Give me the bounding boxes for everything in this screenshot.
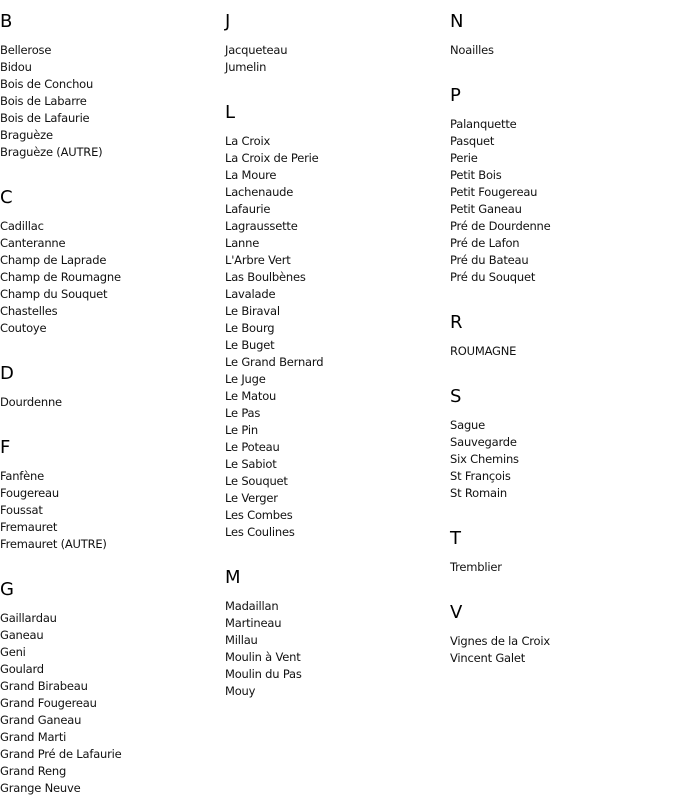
index-column — [450, 0, 672, 667]
place-link[interactable]: Perie — [450, 151, 478, 165]
place-link[interactable]: Champ de Laprade — [0, 253, 107, 267]
letter-section — [450, 86, 672, 286]
place-link[interactable]: Jumelin — [225, 60, 267, 74]
place-link[interactable]: Fougereau — [0, 486, 59, 500]
letter-heading: M — [225, 567, 241, 588]
place-link[interactable]: Jacqueteau — [225, 43, 288, 57]
index-column — [225, 0, 447, 700]
place-link[interactable]: Martineau — [225, 616, 282, 630]
letter-heading: G — [0, 579, 14, 600]
place-list — [0, 468, 222, 553]
place-link[interactable]: Bellerose — [0, 43, 52, 57]
place-link[interactable]: Moulin à Vent — [225, 650, 301, 664]
place-link[interactable]: Grand Marti — [0, 730, 67, 744]
letter-section — [0, 580, 222, 797]
place-link[interactable]: St Romain — [450, 486, 507, 500]
place-link[interactable]: Le Biraval — [225, 304, 280, 318]
place-link[interactable]: Le Poteau — [225, 440, 280, 454]
letter-heading: C — [0, 187, 13, 208]
place-link[interactable]: Geni — [0, 645, 26, 659]
place-link[interactable]: Le Bourg — [225, 321, 275, 335]
place-link[interactable]: Lafaurie — [225, 202, 271, 216]
place-list — [225, 133, 447, 541]
place-link[interactable]: St François — [450, 469, 511, 483]
place-list — [0, 394, 222, 411]
letter-heading: N — [450, 11, 464, 32]
letter-section — [450, 603, 672, 667]
place-link[interactable]: Le Souquet — [225, 474, 288, 488]
place-link[interactable]: Vignes de la Croix — [450, 634, 550, 648]
place-link[interactable]: Vincent Galet — [450, 651, 526, 665]
place-list — [450, 343, 672, 360]
letter-heading: T — [450, 528, 461, 549]
letter-section — [450, 387, 672, 502]
place-link[interactable]: Bois de Lafaurie — [0, 111, 90, 125]
place-link[interactable]: Six Chemins — [450, 452, 519, 466]
place-link[interactable]: La Moure — [225, 168, 277, 182]
place-link[interactable]: Mouy — [225, 684, 256, 698]
letter-section — [225, 103, 447, 541]
letter-section — [0, 12, 222, 161]
place-list — [450, 417, 672, 502]
place-link[interactable]: Pré de Lafon — [450, 236, 520, 250]
place-link[interactable]: Dourdenne — [0, 395, 62, 409]
place-link[interactable]: Petit Fougereau — [450, 185, 538, 199]
place-link[interactable]: Tremblier — [450, 560, 502, 574]
letter-heading: B — [0, 11, 13, 32]
place-link[interactable]: Bidou — [0, 60, 32, 74]
letter-section — [0, 438, 222, 553]
place-link[interactable]: L'Arbre Vert — [225, 253, 291, 267]
letter-section — [225, 12, 447, 76]
place-link[interactable]: Champ du Souquet — [0, 287, 108, 301]
place-link[interactable]: Pasquet — [450, 134, 495, 148]
place-link[interactable]: Lanne — [225, 236, 260, 250]
place-link[interactable]: Petit Ganeau — [450, 202, 522, 216]
letter-heading: L — [225, 102, 236, 123]
place-link[interactable]: Noailles — [450, 43, 494, 57]
place-link[interactable]: Grand Ganeau — [0, 713, 82, 727]
place-link[interactable]: Cadillac — [0, 219, 44, 233]
place-link[interactable]: Pré du Souquet — [450, 270, 536, 284]
letter-section — [450, 529, 672, 576]
place-link[interactable]: Sauvegarde — [450, 435, 517, 449]
place-link[interactable]: Le Juge — [225, 372, 266, 386]
place-link[interactable]: Canteranne — [0, 236, 66, 250]
place-link[interactable]: Bois de Conchou — [0, 77, 94, 91]
letter-heading: D — [0, 363, 14, 384]
place-link[interactable]: Ganeau — [0, 628, 44, 642]
place-list — [450, 633, 672, 667]
place-link[interactable]: Braguèze — [0, 128, 53, 142]
place-link[interactable]: Pré du Bateau — [450, 253, 529, 267]
place-link[interactable]: Champ de Roumagne — [0, 270, 121, 284]
place-link[interactable]: Grand Pré de Lafaurie — [0, 747, 122, 761]
place-link[interactable]: Le Pas — [225, 406, 261, 420]
place-link[interactable]: Gaillardau — [0, 611, 57, 625]
place-list — [225, 598, 447, 700]
place-link[interactable]: Lavalade — [225, 287, 276, 301]
place-link[interactable]: Sague — [450, 418, 486, 432]
place-link[interactable]: Goulard — [0, 662, 44, 676]
place-link[interactable]: Petit Bois — [450, 168, 502, 182]
letter-heading: J — [225, 11, 231, 32]
place-list — [0, 42, 222, 161]
letter-section — [0, 364, 222, 411]
place-link[interactable]: Chastelles — [0, 304, 58, 318]
place-link[interactable]: Palanquette — [450, 117, 517, 131]
place-link[interactable]: Millau — [225, 633, 258, 647]
place-link[interactable]: Le Matou — [225, 389, 277, 403]
place-link[interactable]: Le Grand Bernard — [225, 355, 324, 369]
index-column — [0, 0, 222, 797]
letter-heading: R — [450, 312, 463, 333]
letter-heading: F — [0, 437, 11, 458]
place-link[interactable]: Le Sabiot — [225, 457, 277, 471]
place-list — [0, 610, 222, 797]
letter-heading: P — [450, 85, 461, 106]
letter-section — [450, 12, 672, 59]
place-link[interactable]: Las Boulbènes — [225, 270, 306, 284]
letter-section — [225, 568, 447, 700]
place-link[interactable]: Moulin du Pas — [225, 667, 302, 681]
place-list — [450, 42, 672, 59]
letter-section — [450, 313, 672, 360]
place-link[interactable]: La Croix — [225, 134, 271, 148]
place-link[interactable]: Grand Reng — [0, 764, 67, 778]
letter-section — [0, 188, 222, 337]
place-link[interactable]: Madaillan — [225, 599, 279, 613]
place-link[interactable]: Le Verger — [225, 491, 278, 505]
place-list — [450, 116, 672, 286]
place-link[interactable]: Les Combes — [225, 508, 293, 522]
place-link[interactable]: Grand Birabeau — [0, 679, 88, 693]
place-link[interactable]: Pré de Dourdenne — [450, 219, 551, 233]
place-link[interactable]: Le Buget — [225, 338, 275, 352]
letter-heading: V — [450, 602, 463, 623]
place-link[interactable]: Bois de Labarre — [0, 94, 87, 108]
place-link[interactable]: Grand Fougereau — [0, 696, 97, 710]
place-link[interactable]: Fanfène — [0, 469, 44, 483]
place-list — [225, 42, 447, 76]
place-link[interactable]: Fremauret — [0, 520, 58, 534]
place-list — [450, 559, 672, 576]
place-link[interactable]: Coutoye — [0, 321, 47, 335]
place-link[interactable]: Foussat — [0, 503, 43, 517]
place-link[interactable]: La Croix de Perie — [225, 151, 319, 165]
place-link[interactable]: Les Coulines — [225, 525, 295, 539]
place-link[interactable]: Braguèze (AUTRE) — [0, 145, 103, 159]
place-link[interactable]: Grange Neuve — [0, 781, 81, 795]
place-link[interactable]: Lachenaude — [225, 185, 294, 199]
place-link[interactable]: Lagraussette — [225, 219, 298, 233]
place-link[interactable]: Le Pin — [225, 423, 258, 437]
place-link[interactable]: Fremauret (AUTRE) — [0, 537, 107, 551]
letter-heading: S — [450, 386, 462, 407]
place-list — [0, 218, 222, 337]
place-link[interactable]: ROUMAGNE — [450, 344, 517, 358]
